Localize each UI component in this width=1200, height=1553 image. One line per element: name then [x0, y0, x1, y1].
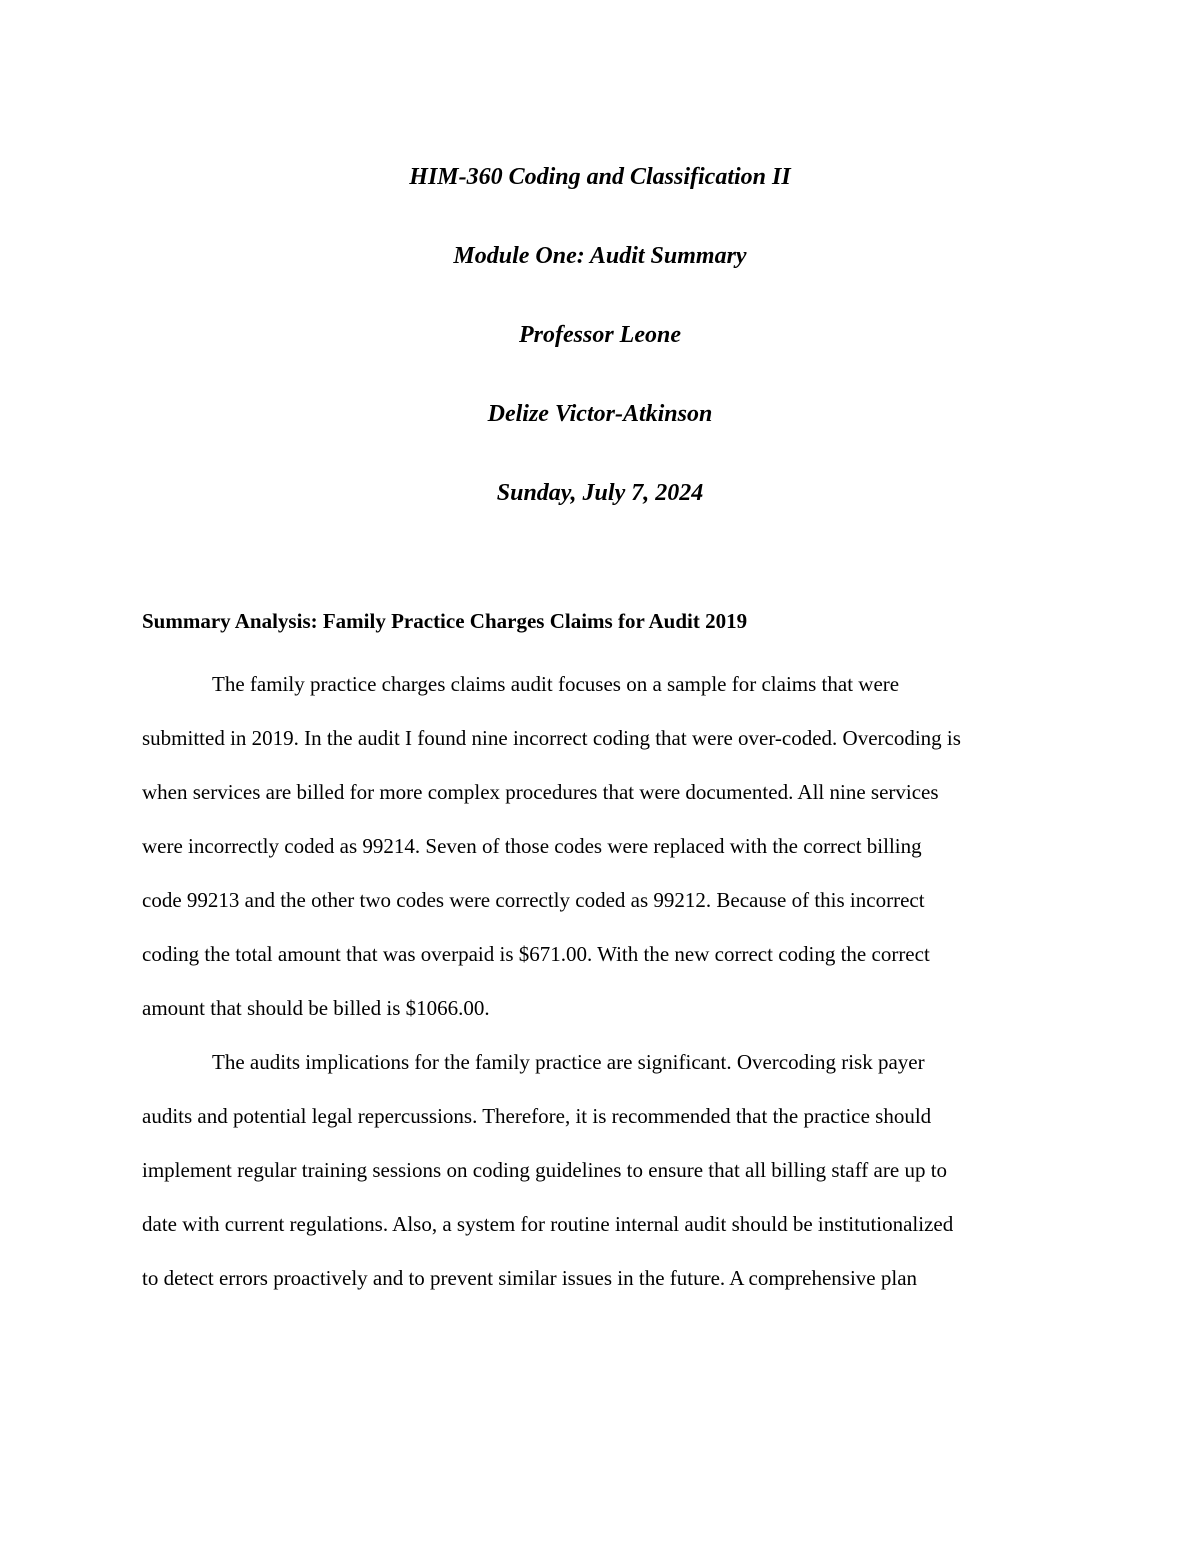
paragraph-line: The family practice charges claims audit focuses on a sample for claims that were	[212, 672, 900, 696]
paragraph-line: were incorrectly coded as 99214. Seven of those codes were replaced with the correct billing	[142, 834, 922, 858]
paragraph-line: The audits implications for the family practice are significant. Overcoding risk payer	[212, 1050, 925, 1074]
paragraph-audit-findings	[142, 657, 1072, 1035]
module-title: Module One: Audit Summary	[453, 243, 747, 269]
section-heading: Summary Analysis: Family Practice Charges Claims for Audit 2019	[142, 609, 748, 633]
paragraph-line: audits and potential legal repercussions. Therefore, it is recommended that the practice should	[142, 1104, 932, 1128]
paragraph-line: amount that should be billed is $1066.00.	[142, 996, 490, 1020]
paragraph-line: implement regular training sessions on coding guidelines to ensure that all billing staff are up to	[142, 1158, 948, 1182]
paragraph-line: to detect errors proactively and to prevent similar issues in the future. A comprehensive plan	[142, 1266, 918, 1290]
paragraph-line: date with current regulations. Also, a system for routine internal audit should be institutionalized	[142, 1212, 954, 1236]
document-body	[142, 603, 1072, 1305]
course-title: HIM-360 Coding and Classification II	[409, 164, 791, 190]
paragraph-implications	[142, 1035, 1072, 1305]
title-block	[0, 138, 1200, 533]
paragraph-line: when services are billed for more complex procedures that were documented. All nine services	[142, 780, 939, 804]
paragraph-line: code 99213 and the other two codes were correctly coded as 99212. Because of this incorrect	[142, 888, 925, 912]
paragraph-line: submitted in 2019. In the audit I found nine incorrect coding that were over-coded. Overcoding is	[142, 726, 961, 750]
paragraph-line: coding the total amount that was overpaid is $671.00. With the new correct coding the correct	[142, 942, 930, 966]
author-name: Delize Victor-Atkinson	[487, 401, 713, 427]
document-date: Sunday, July 7, 2024	[496, 480, 704, 506]
professor-name: Professor Leone	[519, 322, 681, 348]
